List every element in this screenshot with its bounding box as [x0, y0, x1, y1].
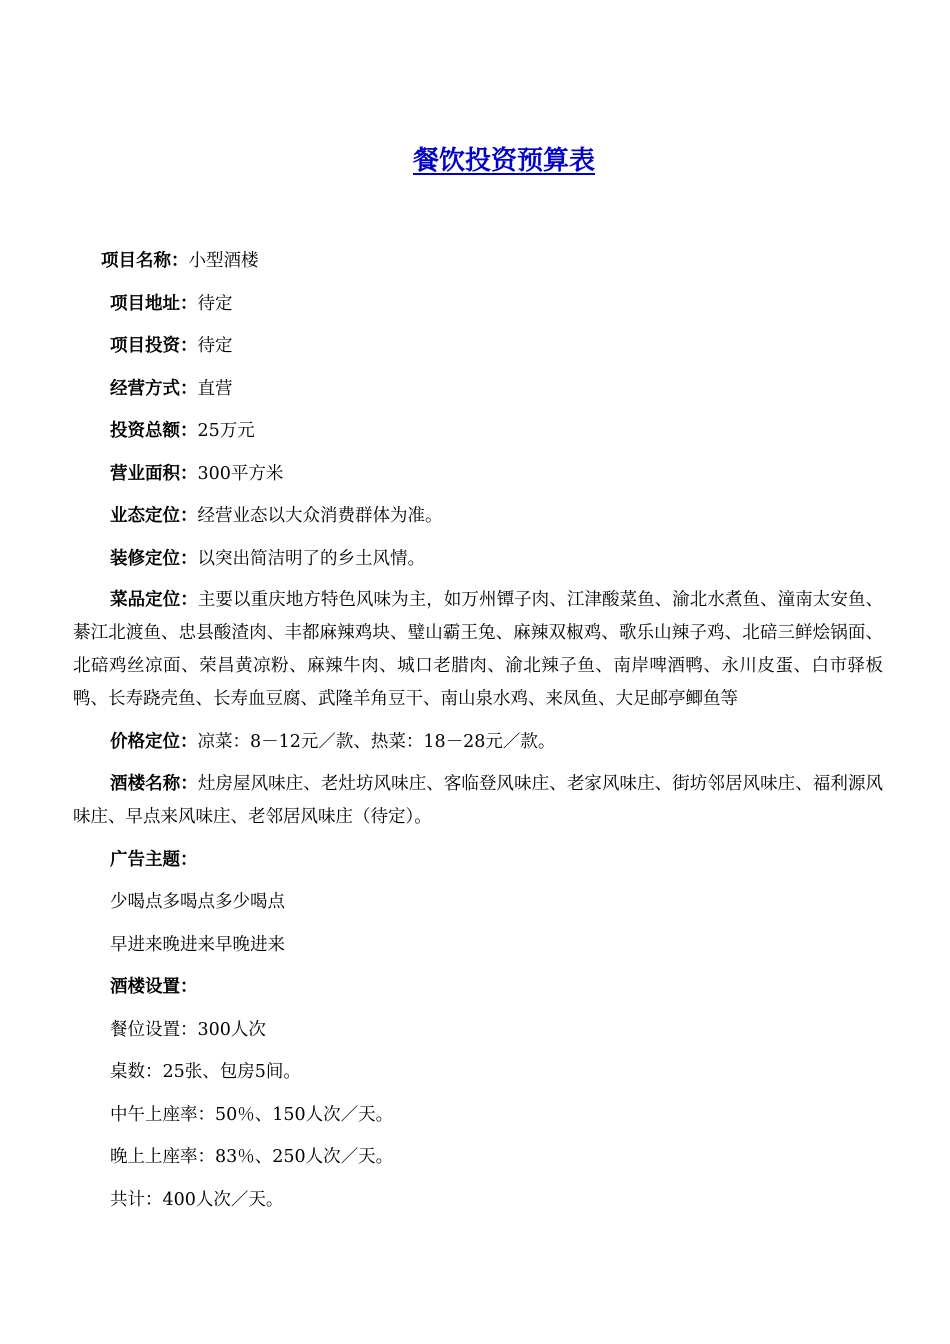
section-heading: 酒楼设置：	[110, 977, 198, 997]
field-value: 直营	[197, 378, 233, 399]
field-label: 经营方式：	[110, 378, 198, 399]
field-value: 25万元	[197, 421, 255, 441]
field-operation-mode	[73, 368, 883, 411]
field-project-name	[73, 240, 883, 283]
field-label: 营业面积：	[110, 463, 198, 484]
section-ad-theme	[73, 839, 883, 882]
field-project-address	[73, 283, 883, 326]
document-body	[73, 240, 883, 1221]
field-label: 项目投资：	[110, 336, 198, 356]
field-value: 300平方米	[197, 463, 284, 484]
field-label: 业态定位：	[110, 506, 198, 526]
section-restaurant-settings	[73, 966, 883, 1009]
setting-line: 中午上座率：50％、150人次／天。	[110, 1104, 394, 1125]
field-value: 凉菜：8－12元／款、热菜：18－28元／款。	[197, 732, 556, 752]
ad-slogan: 早进来晚进来早晚进来	[110, 934, 285, 955]
field-label: 菜品定位：	[110, 590, 198, 610]
field-restaurant-names	[73, 768, 883, 834]
section-heading: 广告主题：	[110, 849, 198, 870]
field-dish-positioning	[73, 584, 883, 716]
field-business-positioning	[73, 495, 883, 538]
setting-line: 餐位设置：300人次	[110, 1019, 266, 1040]
field-value: 主要以重庆地方特色风味为主，如万州镡子肉、江津酸菜鱼、渝北水煮鱼、潼南太安鱼、綦江北渡鱼、忠县酸渣肉、丰都麻辣鸡块、璧山霸王兔、麻辣双椒鸡、歌乐山辣子鸡、北碚三鲜烩锅面、北碚鸡丝凉面、荣昌黄凉粉、麻辣牛肉、城口老腊肉、渝北辣子鱼、南岸啤酒鸭、永川皮蛋、白市驿板鸭、长寿跷壳鱼、长寿血豆腐、武隆羊角豆干、南山泉水鸡、来凤鱼、大足邮亭鲫鱼等	[73, 590, 884, 709]
setting-line: 晚上上座率：83％、250人次／天。	[110, 1147, 394, 1167]
document-title: 餐饮投资预算表	[412, 146, 595, 176]
field-value: 待定	[197, 293, 233, 314]
field-value: 灶房屋风味庄、老灶坊风味庄、客临登风味庄、老家风味庄、街坊邻居风味庄、福利源风味庄、早点来风味庄、老邻居风味庄（待定）。	[73, 773, 884, 827]
field-decoration-positioning	[73, 538, 883, 581]
field-label: 酒楼名称：	[110, 773, 198, 794]
field-value: 待定	[197, 336, 233, 356]
field-label: 项目地址：	[110, 293, 198, 314]
field-label: 投资总额：	[110, 421, 198, 441]
ad-slogan: 少喝点多喝点多少喝点	[110, 892, 285, 912]
field-value: 以突出简洁明了的乡土风情。	[197, 548, 425, 569]
field-value: 经营业态以大众消费群体为准。	[197, 506, 443, 526]
field-project-investment	[73, 325, 883, 368]
field-label: 价格定位：	[110, 732, 198, 752]
setting-line: 桌数：25张、包房5间。	[110, 1062, 301, 1082]
field-total-investment	[73, 410, 883, 453]
field-price-positioning	[73, 721, 883, 764]
field-label: 装修定位：	[110, 548, 198, 569]
setting-line: 共计：400人次／天。	[110, 1189, 284, 1210]
field-business-area	[73, 453, 883, 496]
field-value: 小型酒楼	[188, 251, 259, 271]
field-label: 项目名称：	[101, 251, 189, 271]
